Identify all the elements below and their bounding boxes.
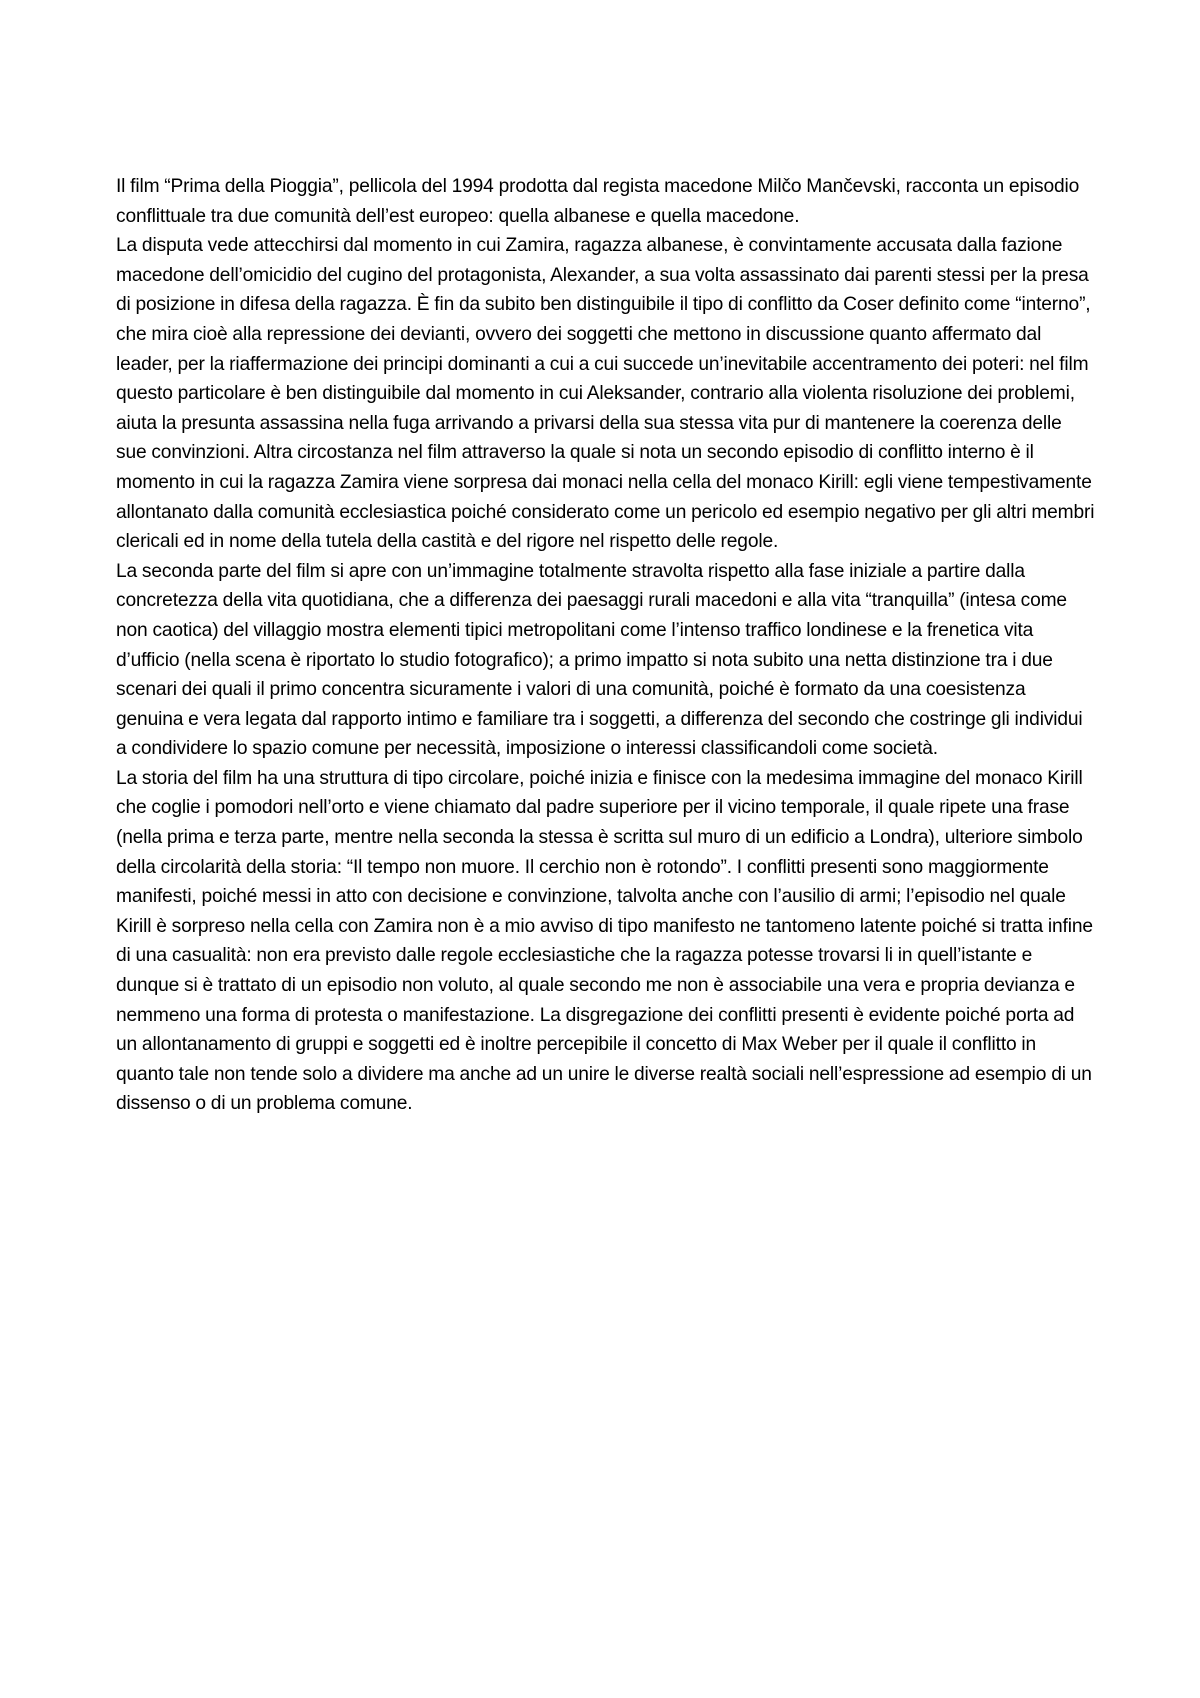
paragraph-second-part: La seconda parte del film si apre con un’immagine totalmente stravolta rispetto alla fase iniziale a partire dalla concretezza della vita quotidiana, che a differenza dei paesaggi rurali macedoni e alla vita “tranquilla” (intesa come non caotica) del villaggio mostra elementi tipici metropolitani come l’intenso traffico londinese e la frenetica vita d’ufficio (nella scena è riportato lo studio fotografico); a primo impatto si nota subito una netta distinzione tra i due scenari dei quali il primo concentra sicuramente i valori di una comunità, poiché è formato da una coesistenza genuina e vera legata dal rapporto intimo e familiare tra i soggetti, a differenza del secondo che costringe gli individui a condividere lo spazio comune per necessità, imposizione o interessi classificandoli come società. [116,560,1083,760]
paragraph-circular-structure: La storia del film ha una struttura di tipo circolare, poiché inizia e finisce con la medesima immagine del monaco Kirill che coglie i pomodori nell’orto e viene chiamato dal padre superiore per il vicino temporale, il quale ripete una frase (nella prima e terza parte, mentre nella seconda la stessa è scritta sul muro di un edificio a Londra), ulteriore simbolo della circolarità della storia: “Il tempo non muore. Il cerchio non è rotondo”. I conflitti presenti sono maggiormente manifesti, poiché messi in atto con decisione e convinzione, talvolta anche con l’ausilio di armi; l’episodio nel quale Kirill è sorpreso nella cella con Zamira non è a mio avviso di tipo manifesto ne tantomeno latente poiché si tratta infine di una casualità: non era previsto dalle regole ecclesiastiche che la ragazza potesse trovarsi li in quell’istante e dunque si è trattato di un episodio non voluto, al quale secondo me non è associabile una vera e propria devianza e nemmeno una forma di protesta o manifestazione. La disgregazione dei conflitti presenti è evidente poiché porta ad un allontanamento di gruppi e soggetti ed è inoltre percepibile il concetto di Max Weber per il quale il conflitto in quanto tale non tende solo a dividere ma anche ad un unire le diverse realtà sociali nell’espressione ad esempio di un dissenso o di un problema comune. [116,767,1093,1115]
document-body [116,172,1096,1119]
paragraph-intro: Il film “Prima della Pioggia”, pellicola del 1994 prodotta dal regista macedone Milčo Mančevski, racconta un episodio conflittuale tra due comunità dell’est europeo: quella albanese e quella macedone. [116,176,1080,227]
paragraph-internal-conflict: La disputa vede attecchirsi dal momento in cui Zamira, ragazza albanese, è convintamente accusata dalla fazione macedone dell’omicidio del cugino del protagonista, Alexander, a sua volta assassinato dai parenti stessi per la presa di posizione in difesa della ragazza. È fin da subito ben distinguibile il tipo di conflitto da Coser definito come “interno”, che mira cioè alla repressione dei devianti, ovvero dei soggetti che mettono in discussione quanto affermato dal leader, per la riaffermazione dei principi dominanti a cui a cui succede un’inevitabile accentramento dei poteri: nel film questo particolare è ben distinguibile dal momento in cui Aleksander, contrario alla violenta risoluzione dei problemi, aiuta la presunta assassina nella fuga arrivando a privarsi della sua stessa vita pur di mantenere la coerenza delle sue convinzioni. Altra circostanza nel film attraverso la quale si nota un secondo episodio di conflitto interno è il momento in cui la ragazza Zamira viene sorpresa dai monaci nella cella del monaco Kirill: egli viene tempestivamente allontanato dalla comunità ecclesiastica poiché considerato come un pericolo ed esempio negativo per gli altri membri clericali ed in nome della tutela della castità e del rigore nel rispetto delle regole. [116,235,1095,553]
